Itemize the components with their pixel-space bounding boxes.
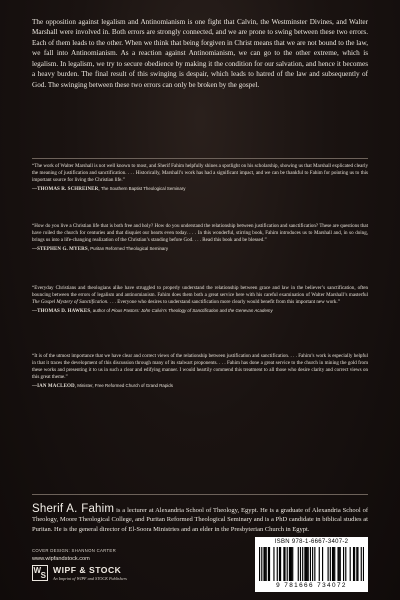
endorser-name: —THOMAS R. SCHREINER	[32, 187, 99, 193]
endorsement-macleod	[32, 353, 368, 390]
barcode-bar	[353, 547, 354, 581]
isbn-barcode	[255, 537, 368, 592]
barcode-bar	[340, 547, 341, 581]
barcode-bar	[279, 547, 280, 581]
endorsement-attribution: —STEPHEN G. MYERS, Puritan Reformed Theological Seminary	[32, 246, 169, 253]
barcode-bar	[300, 547, 301, 581]
barcode-bar	[273, 547, 274, 581]
barcode-bar	[319, 547, 320, 581]
intro-paragraph: The opposition against legalism and Antinomianism is one fight that Calvin, the Westminster Divines, and Walter Marshall were involved in. Both errors are strongly connected, and we are prone to swing between these two errors. Each of them leads to the other. When we think that being forgiven in Christ means that we are not bound to the law, we fall into Antinomianism. As a reaction against Antinomianism, we can go to the other extreme, which is legalism. In legalism, we try to secure obedience by making it the condition for our salvation, and hence it becomes a heavy burden. The final result of this swinging is despair, which leads to hatred of the law and subsequently of God. The swinging between these two errors can only be broken by the gospel.	[32, 18, 368, 89]
barcode-bar	[265, 547, 266, 581]
endorser-name: —STEPHEN G. MYERS	[32, 247, 88, 253]
endorser-role: Minister, Free Reformed Church of Grand Rapids	[77, 383, 173, 389]
publisher-subtitle: An Imprint of WIPF and STOCK Publishers	[53, 576, 127, 581]
barcode-bar	[333, 547, 334, 581]
isbn-label: ISBN 978-1-6667-3407-2	[274, 539, 349, 545]
endorser-role: The Southern Baptist Theological Seminary	[100, 186, 186, 192]
barcode-bar	[312, 547, 313, 581]
barcode-bar	[328, 547, 329, 581]
publisher-imprint	[32, 565, 192, 589]
barcode-bar	[330, 547, 331, 581]
barcode-bar	[263, 547, 264, 581]
barcode-bar	[310, 547, 311, 581]
endorsement-attribution: —IAN MACLEOD, Minister, Free Reformed Church of Grand Rapids	[32, 383, 173, 390]
barcode-bar	[287, 547, 288, 581]
endorser-role: author of Pious Pastors: John Calvin’s Theology of Sanctification and the Genevan Academy	[92, 308, 273, 314]
publisher-logo: W S	[33, 565, 46, 580]
endorsement-quote: “How do you live a Christian life that is both free and holy? How do you understand the relationship between justification and sanctification? These are questions that have roiled the church for centuries and that disquiet our hearts even today. . . . In this wonderful, stirring book, Fahim introduces us to Marshall and, in so doing, brings us into a life-changing realization of the Christian’s standing before God. . . . Read this book and be blessed.”	[32, 223, 368, 244]
endorsement-myers	[32, 223, 368, 253]
endorsement-attribution: —THOMAS R. SCHREINER, The Southern Baptist Theological Seminary	[32, 186, 186, 193]
divider	[32, 158, 368, 159]
barcode-bar	[290, 547, 291, 581]
barcode-bar	[302, 547, 303, 581]
divider	[32, 494, 368, 495]
author-name: Sherif A. Fahim	[32, 503, 115, 515]
barcode-bar	[280, 547, 281, 581]
barcode-bar	[332, 547, 333, 581]
endorsement-quote: “It is of the utmost importance that we have clear and correct views of the relationship between justification and sanctification. . . . Fahim’s work is especially helpful in that it traces the development of this discussion through many of its stalwart proponents. . . . Fahim has done a great service to the church in mining the gold from these works and presenting it to us in such a clear and edifying manner. I would heartily commend this treatment to all those who desire clarity and correct views on this great theme.”	[32, 353, 368, 381]
barcode-bar	[261, 547, 262, 581]
endorsement-schreiner	[32, 163, 368, 193]
endorser-name: —IAN MACLEOD	[32, 384, 75, 390]
publisher-name: WIPF & STOCK	[53, 565, 122, 575]
barcode-bar	[339, 547, 340, 581]
barcode-bar	[268, 547, 269, 581]
barcode-bar	[304, 547, 305, 581]
barcode-bars	[259, 547, 364, 581]
barcode-bar	[259, 547, 260, 581]
author-bio-text: is a lecturer at Alexandria School of Theology, Egypt. He is a graduate of Alexandria School of Theology, Moore Theological College, and Puritan Reformed Theological Seminary and is a PhD candidate in biblical studies at Puritan. He is the general director of El-Soora Ministries and an elder in the Presbyterian Church in Egypt.	[32, 507, 368, 533]
endorsement-attribution: —THOMAS D. HAWKES, author of Pious Pastors: John Calvin’s Theology of Sanctification and the Genevan Academy	[32, 308, 273, 315]
endorser-name: —THOMAS D. HAWKES	[32, 309, 91, 315]
author-bio	[32, 505, 368, 534]
barcode-bar	[284, 547, 285, 581]
barcode-bar	[289, 547, 290, 581]
cover-design-credit: COVER DESIGN: SHANNON CARTER	[32, 548, 117, 553]
barcode-bar	[314, 547, 315, 581]
barcode-bar	[283, 547, 284, 581]
barcode-bar	[291, 547, 292, 581]
publisher-website: www.wipfandstock.com	[32, 556, 90, 562]
barcode-bar	[292, 547, 293, 581]
barcode-bar	[305, 547, 306, 581]
barcode-bar	[322, 547, 323, 581]
barcode-bar	[350, 547, 351, 581]
barcode-bar	[334, 547, 335, 581]
barcode-bar	[361, 547, 362, 581]
barcode-bar	[307, 547, 308, 581]
barcode-bar	[266, 547, 267, 581]
barcode-bar	[343, 547, 344, 581]
barcode-bar	[277, 547, 278, 581]
barcode-bar	[337, 547, 338, 581]
barcode-bar	[356, 547, 357, 581]
barcode-bar	[363, 547, 364, 581]
endorsement-hawkes	[32, 285, 368, 315]
endorsement-quote: “Everyday Christians and theologians alike have struggled to properly understand the relationship between grace and law in the believer’s sanctification, often bouncing between the errors of legalism and antinomianism. Fahim does them both a great service here with his careful examination of Walter Marshall’s masterful The Gospel Mystery of Sanctification. . . . Everyone who desires to understand sanctification more clearly would benefit from this important new work.”	[32, 285, 368, 306]
endorser-role: Puritan Reformed Theological Seminary	[90, 246, 169, 252]
barcode-bar	[357, 547, 358, 581]
barcode-bar	[269, 547, 270, 581]
barcode-digits: 9 781666 734072	[276, 582, 347, 589]
endorsement-quote: “The work of Walter Marshall is not well known to most, and Sherif Fahim helpfully shines a spotlight on his scholarship, showing us that Marshall explicated clearly the meaning of justification and sanctification. . . . Historically, Marshall’s work has had a significant impact, and we can be thankful to Fahim for pointing us to this important source for living the Christian life.”	[32, 163, 368, 184]
barcode-bar	[298, 547, 299, 581]
barcode-bar	[354, 547, 355, 581]
barcode-bar	[345, 547, 346, 581]
barcode-bar	[308, 547, 309, 581]
